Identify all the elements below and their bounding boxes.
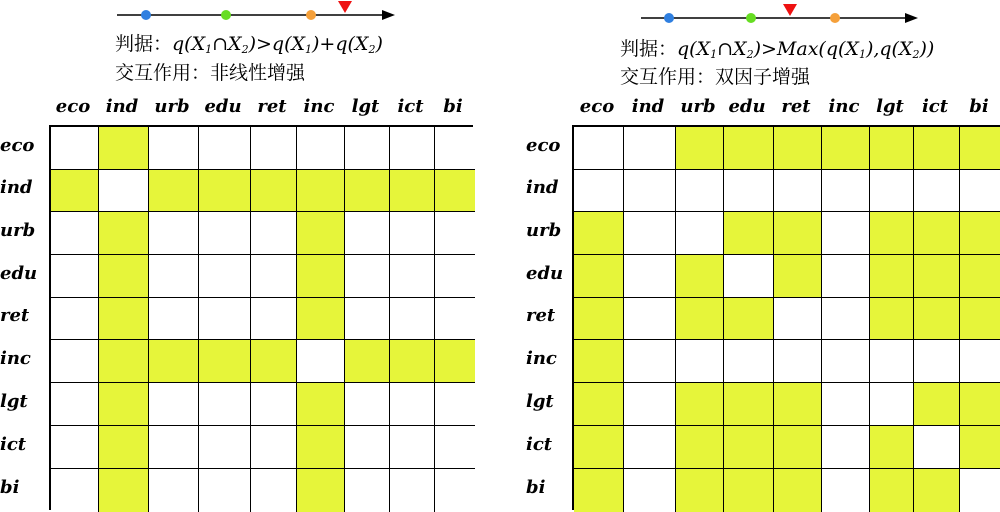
- right-cell-eco-inc: [822, 127, 870, 170]
- right-cell-lgt-ret: [774, 383, 822, 426]
- left-row-header-ret: ret: [0, 305, 30, 326]
- right-cell-urb-eco: [574, 212, 624, 255]
- right-cell-lgt-ict: [914, 383, 960, 426]
- right-cell-urb-lgt: [870, 212, 914, 255]
- right-cell-urb-ict: [914, 212, 960, 255]
- right-cell-lgt-bi: [960, 383, 1000, 426]
- right-col-header-bi: bi: [969, 96, 989, 117]
- right-cell-ret-urb: [676, 298, 724, 340]
- left-col-header-eco: eco: [55, 96, 91, 117]
- right-marker-triangle: [783, 4, 797, 16]
- right-cell-inc-ind: [624, 340, 676, 383]
- right-cell-urb-ind: [624, 212, 676, 255]
- right-row-header-urb: urb: [526, 219, 562, 241]
- left-criterion-prefix: 判据：: [115, 33, 173, 55]
- left-col-header-bi: bi: [443, 96, 463, 117]
- left-row-header-eco: eco: [0, 134, 35, 156]
- right-cell-urb-edu: [724, 212, 774, 255]
- right-row-header-inc: inc: [526, 347, 557, 369]
- right-cell-ind-bi: [960, 170, 1000, 212]
- right-cell-ict-urb: [676, 426, 724, 469]
- right-row-header-ret: ret: [526, 305, 556, 326]
- right-cell-eco-urb: [676, 127, 724, 170]
- left-col-header-inc: inc: [303, 96, 335, 117]
- left-row-header-urb: urb: [0, 219, 36, 241]
- right-cell-ict-ret: [774, 426, 822, 469]
- right-col-header-urb: urb: [680, 96, 716, 117]
- right-row-header-bi: bi: [526, 476, 546, 498]
- right-cell-ind-ind: [624, 170, 676, 212]
- right-cell-ret-ret: [774, 298, 822, 340]
- right-interaction-type: 双因子增强: [715, 66, 811, 88]
- right-row-header-ict: ict: [526, 433, 553, 455]
- right-col-header-ict: ict: [921, 96, 949, 117]
- right-cell-lgt-inc: [822, 383, 870, 426]
- right-cell-ict-edu: [724, 426, 774, 469]
- right-cell-edu-ict: [914, 255, 960, 298]
- left-col-header-edu: edu: [204, 96, 242, 117]
- left-interaction-prefix: 交互作用：: [115, 62, 211, 84]
- right-cell-bi-ret: [774, 469, 822, 512]
- left-col-header-ind: ind: [105, 96, 139, 117]
- right-cell-ind-inc: [822, 170, 870, 212]
- right-criterion-prefix: 判据：: [620, 38, 678, 60]
- right-cell-bi-inc: [822, 469, 870, 512]
- right-cell-urb-ret: [774, 212, 822, 255]
- right-col-header-inc: inc: [828, 96, 860, 117]
- right-cell-ind-eco: [574, 170, 624, 212]
- right-cell-ret-edu: [724, 298, 774, 340]
- right-cell-ict-bi: [960, 426, 1000, 469]
- right-cell-ind-urb: [676, 170, 724, 212]
- right-row-header-ind: ind: [526, 177, 559, 198]
- right-cell-edu-edu: [724, 255, 774, 298]
- right-row-header-lgt: lgt: [526, 390, 554, 412]
- right-cell-edu-eco: [574, 255, 624, 298]
- left-row-header-ict: ict: [0, 433, 27, 455]
- right-cell-lgt-urb: [676, 383, 724, 426]
- right-cell-urb-inc: [822, 212, 870, 255]
- right-cell-ret-lgt: [870, 298, 914, 340]
- right-cell-inc-bi: [960, 340, 1000, 383]
- right-cell-lgt-eco: [574, 383, 624, 426]
- right-cell-bi-eco: [574, 469, 624, 512]
- right-dot-green: [746, 13, 756, 23]
- right-cell-urb-bi: [960, 212, 1000, 255]
- right-cell-inc-eco: [574, 340, 624, 383]
- right-col-header-edu: edu: [728, 96, 766, 117]
- right-cell-ict-lgt: [870, 426, 914, 469]
- right-dot-orange: [830, 13, 840, 23]
- right-cell-inc-ict: [914, 340, 960, 383]
- right-cell-bi-lgt: [870, 469, 914, 512]
- right-cell-eco-ind: [624, 127, 676, 170]
- right-cell-edu-ret: [774, 255, 822, 298]
- right-cell-eco-ret: [774, 127, 822, 170]
- right-cell-bi-ict: [914, 469, 960, 512]
- right-cell-eco-eco: [574, 127, 624, 170]
- left-col-header-ict: ict: [397, 96, 424, 117]
- right-arrowhead: [905, 13, 918, 23]
- right-cell-bi-edu: [724, 469, 774, 512]
- right-cell-ind-edu: [724, 170, 774, 212]
- right-cell-lgt-edu: [724, 383, 774, 426]
- right-cell-ind-ret: [774, 170, 822, 212]
- left-criterion-formula: $q(X_1\cap X_2)>q(X_1)+q(X_2)$: [172, 33, 383, 56]
- right-cell-lgt-ind: [624, 383, 676, 426]
- left-row-header-inc: inc: [0, 347, 31, 369]
- left-col-header-lgt: lgt: [351, 96, 380, 117]
- right-criterion-formula: $q(X_1\cap X_2)>Max(q(X_1),q(X_2))$: [677, 38, 935, 61]
- right-col-header-eco: eco: [579, 96, 615, 117]
- right-cell-ict-eco: [574, 426, 624, 469]
- right-col-header-lgt: lgt: [876, 96, 904, 117]
- right-cell-ret-eco: [574, 298, 624, 340]
- right-cell-ret-ict: [914, 298, 960, 340]
- right-cell-lgt-lgt: [870, 383, 914, 426]
- right-cell-edu-bi: [960, 255, 1000, 298]
- left-row-header-edu: edu: [0, 262, 38, 284]
- left-row-header-bi: bi: [0, 476, 20, 498]
- right-cell-inc-urb: [676, 340, 724, 383]
- right-cell-bi-bi: [960, 469, 1000, 512]
- left-col-header-ret: ret: [257, 96, 287, 117]
- right-cell-inc-edu: [724, 340, 774, 383]
- right-interaction-matrix: [572, 125, 1000, 510]
- right-cell-eco-bi: [960, 127, 1000, 170]
- left-row-header-ind: ind: [0, 177, 33, 198]
- right-cell-inc-inc: [822, 340, 870, 383]
- right-cell-ict-ict: [914, 426, 960, 469]
- left-col-header-urb: urb: [154, 96, 190, 117]
- right-cell-edu-inc: [822, 255, 870, 298]
- right-cell-ict-ind: [624, 426, 676, 469]
- right-cell-inc-ret: [774, 340, 822, 383]
- right-row-header-eco: eco: [526, 134, 561, 156]
- right-col-header-ind: ind: [631, 96, 665, 117]
- left-row-header-lgt: lgt: [0, 390, 28, 412]
- right-cell-ret-inc: [822, 298, 870, 340]
- right-cell-ind-lgt: [870, 170, 914, 212]
- right-cell-bi-urb: [676, 469, 724, 512]
- right-cell-urb-urb: [676, 212, 724, 255]
- right-cell-edu-ind: [624, 255, 676, 298]
- left-interaction-type: 非线性增强: [210, 62, 306, 84]
- right-cell-eco-edu: [724, 127, 774, 170]
- right-cell-ret-bi: [960, 298, 1000, 340]
- right-criterion: [620, 38, 934, 60]
- right-interaction-prefix: 交互作用：: [620, 66, 716, 88]
- right-cell-inc-lgt: [870, 340, 914, 383]
- right-interaction: [620, 66, 810, 88]
- right-cell-ict-inc: [822, 426, 870, 469]
- right-cell-ret-ind: [624, 298, 676, 340]
- right-row-header-edu: edu: [526, 262, 564, 284]
- right-cell-eco-ict: [914, 127, 960, 170]
- right-cell-eco-lgt: [870, 127, 914, 170]
- right-dot-blue: [664, 13, 674, 23]
- right-cell-edu-urb: [676, 255, 724, 298]
- right-col-header-ret: ret: [781, 96, 811, 117]
- right-cell-bi-ind: [624, 469, 676, 512]
- right-cell-ind-ict: [914, 170, 960, 212]
- right-cell-edu-lgt: [870, 255, 914, 298]
- right-scale-line: [0, 0, 1000, 40]
